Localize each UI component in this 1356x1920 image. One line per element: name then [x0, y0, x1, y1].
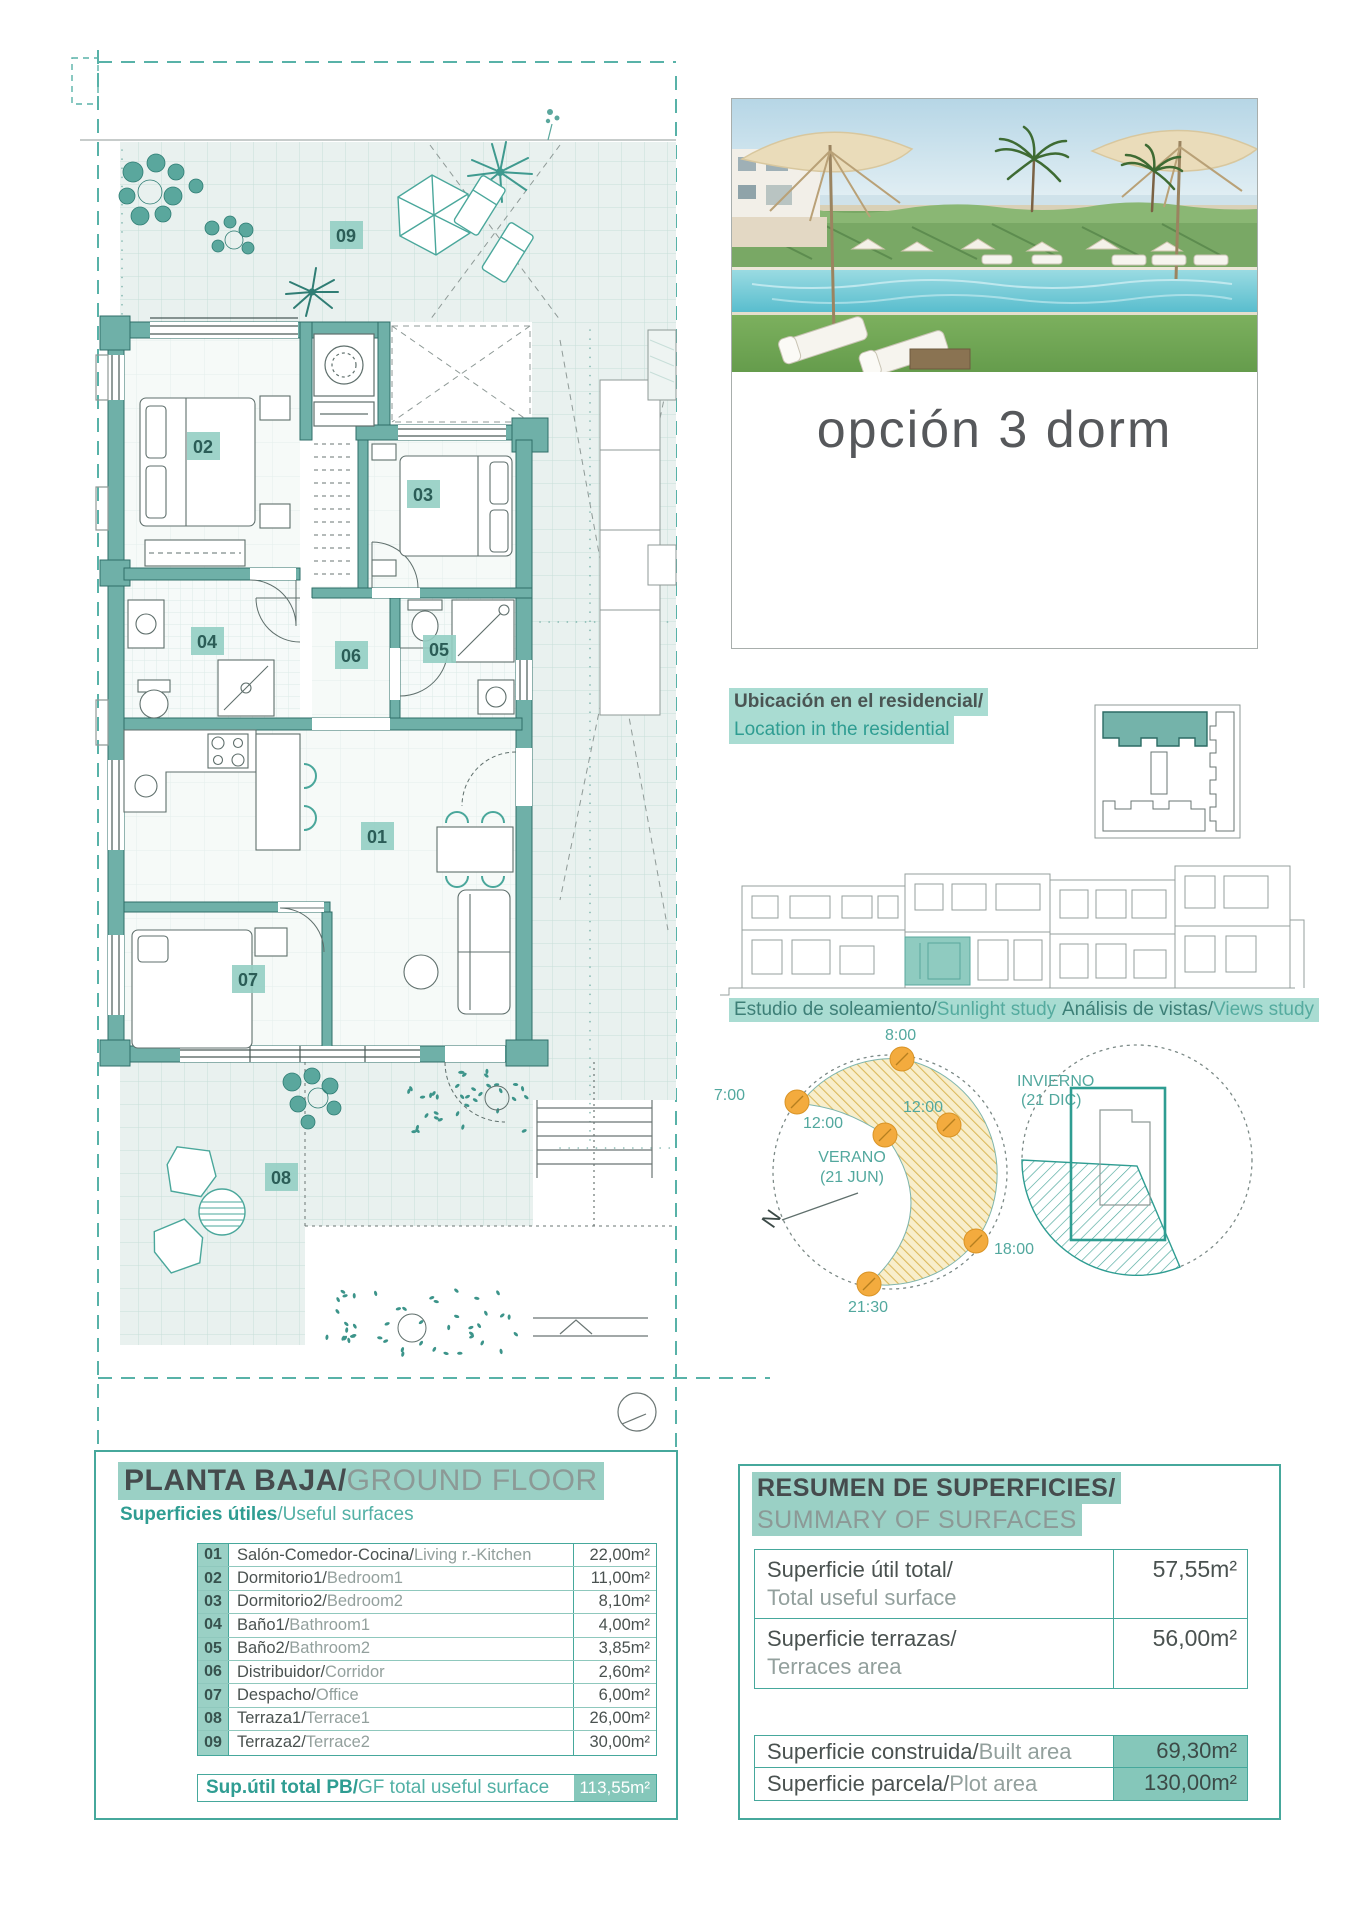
room-label-05 — [423, 635, 456, 663]
svg-text:03: 03 — [412, 485, 434, 505]
flower-icon — [546, 109, 560, 140]
stair-hatch — [314, 444, 354, 574]
surfaces-table — [197, 1543, 657, 1756]
svg-text:12:00: 12:00 — [902, 1099, 943, 1116]
level-marker-icon — [618, 1393, 656, 1431]
room-label-07 — [232, 965, 265, 993]
location-label-en: Location in the residential — [729, 716, 954, 744]
table-row: 04 Baño1/ Bathroom1 4,00m² — [198, 1614, 656, 1637]
svg-text:7:00: 7:00 — [713, 1087, 745, 1104]
summary-row: Superficie útil total/ Total useful surface 57,55m² — [755, 1550, 1247, 1619]
summary-table-built — [754, 1735, 1248, 1801]
svg-text:08: 08 — [270, 1168, 292, 1188]
room-label-06 — [335, 641, 368, 669]
exterior-stairs — [533, 1062, 652, 1336]
panel-title: RESUMEN DE SUPERFICIES/ SUMMARY OF SURFACES — [752, 1472, 1121, 1536]
room-label-02 — [187, 432, 220, 460]
table-row: 02 Dormitorio1/ Bedroom1 11,00m² — [198, 1567, 656, 1590]
sunlight-study-label: Estudio de soleamiento/Sunlight study — [729, 998, 1061, 1022]
summary-row: Superficie parcela/Plot area 130,00m² — [755, 1768, 1247, 1800]
svg-text:18:00: 18:00 — [994, 1241, 1035, 1258]
site-minimap — [1095, 705, 1240, 838]
summary-row: Superficie construida/Built area 69,30m² — [755, 1736, 1247, 1768]
views-study-label: Análisis de vistas/Views study — [1057, 998, 1319, 1022]
room-label-03 — [407, 480, 440, 508]
table-row: 09 Terraza2/ Terrace2 30,00m² — [198, 1731, 656, 1754]
ground-floor-panel — [94, 1450, 678, 1820]
svg-text:8:00: 8:00 — [885, 1027, 917, 1044]
room-label-01 — [361, 822, 394, 850]
room-label-09 — [330, 221, 363, 249]
svg-text:09: 09 — [335, 226, 357, 246]
svg-text:21:30: 21:30 — [847, 1299, 889, 1316]
hero-photo-box — [731, 98, 1258, 649]
leaf-scatter — [325, 1288, 519, 1357]
svg-text:02: 02 — [192, 437, 214, 457]
svg-text:VERANO: VERANO — [818, 1149, 886, 1166]
svg-text:12:00: 12:00 — [802, 1115, 843, 1132]
room-label-04 — [191, 627, 224, 655]
table-row: 05 Baño2/ Bathroom2 3,85m² — [198, 1638, 656, 1661]
panel-subtitle: Superficies útiles/Useful surfaces — [120, 1504, 414, 1525]
summary-row: Superficie terrazas/ Terraces area 56,00m² — [755, 1619, 1247, 1688]
table-row: 08 Terraza1/ Terrace1 26,00m² — [198, 1708, 656, 1731]
svg-text:07: 07 — [237, 970, 259, 990]
svg-text:06: 06 — [340, 646, 362, 666]
room-label-08 — [265, 1163, 298, 1191]
pool-photo — [732, 99, 1257, 372]
svg-text:(21 DIC): (21 DIC) — [1021, 1092, 1082, 1109]
svg-text:05: 05 — [428, 640, 450, 660]
location-label-es: Ubicación en el residencial/ — [729, 688, 988, 716]
views-fan — [1022, 1160, 1180, 1275]
panel-title: PLANTA BAJA/GROUND FLOOR — [118, 1462, 604, 1500]
option-caption: opción 3 dorm — [816, 401, 1173, 459]
svg-text:01: 01 — [366, 827, 388, 847]
summary-table-useful — [754, 1549, 1248, 1689]
svg-text:(21 JUN): (21 JUN) — [819, 1169, 885, 1186]
north-label: N — [756, 1204, 787, 1233]
washing-machine — [314, 334, 374, 426]
summary-panel — [738, 1464, 1281, 1820]
total-row: Sup.útil total PB/ GF total useful surface 113,55m² — [197, 1774, 657, 1802]
table-row: 07 Despacho/ Office 6,00m² — [198, 1684, 656, 1707]
svg-text:INVIERNO: INVIERNO — [1017, 1073, 1095, 1090]
table-row: 03 Dormitorio2/ Bedroom2 8,10m² — [198, 1591, 656, 1614]
total-value: 113,55m² — [574, 1775, 656, 1801]
location-label — [729, 688, 988, 744]
table-row: 06 Distribuidor/ Corridor 2,60m² — [198, 1661, 656, 1684]
svg-text:04: 04 — [196, 632, 218, 652]
table-row: 01 Salón-Comedor-Cocina/ Living r.-Kitchen 22,00m² — [198, 1544, 656, 1567]
street-elevation — [720, 866, 1304, 995]
